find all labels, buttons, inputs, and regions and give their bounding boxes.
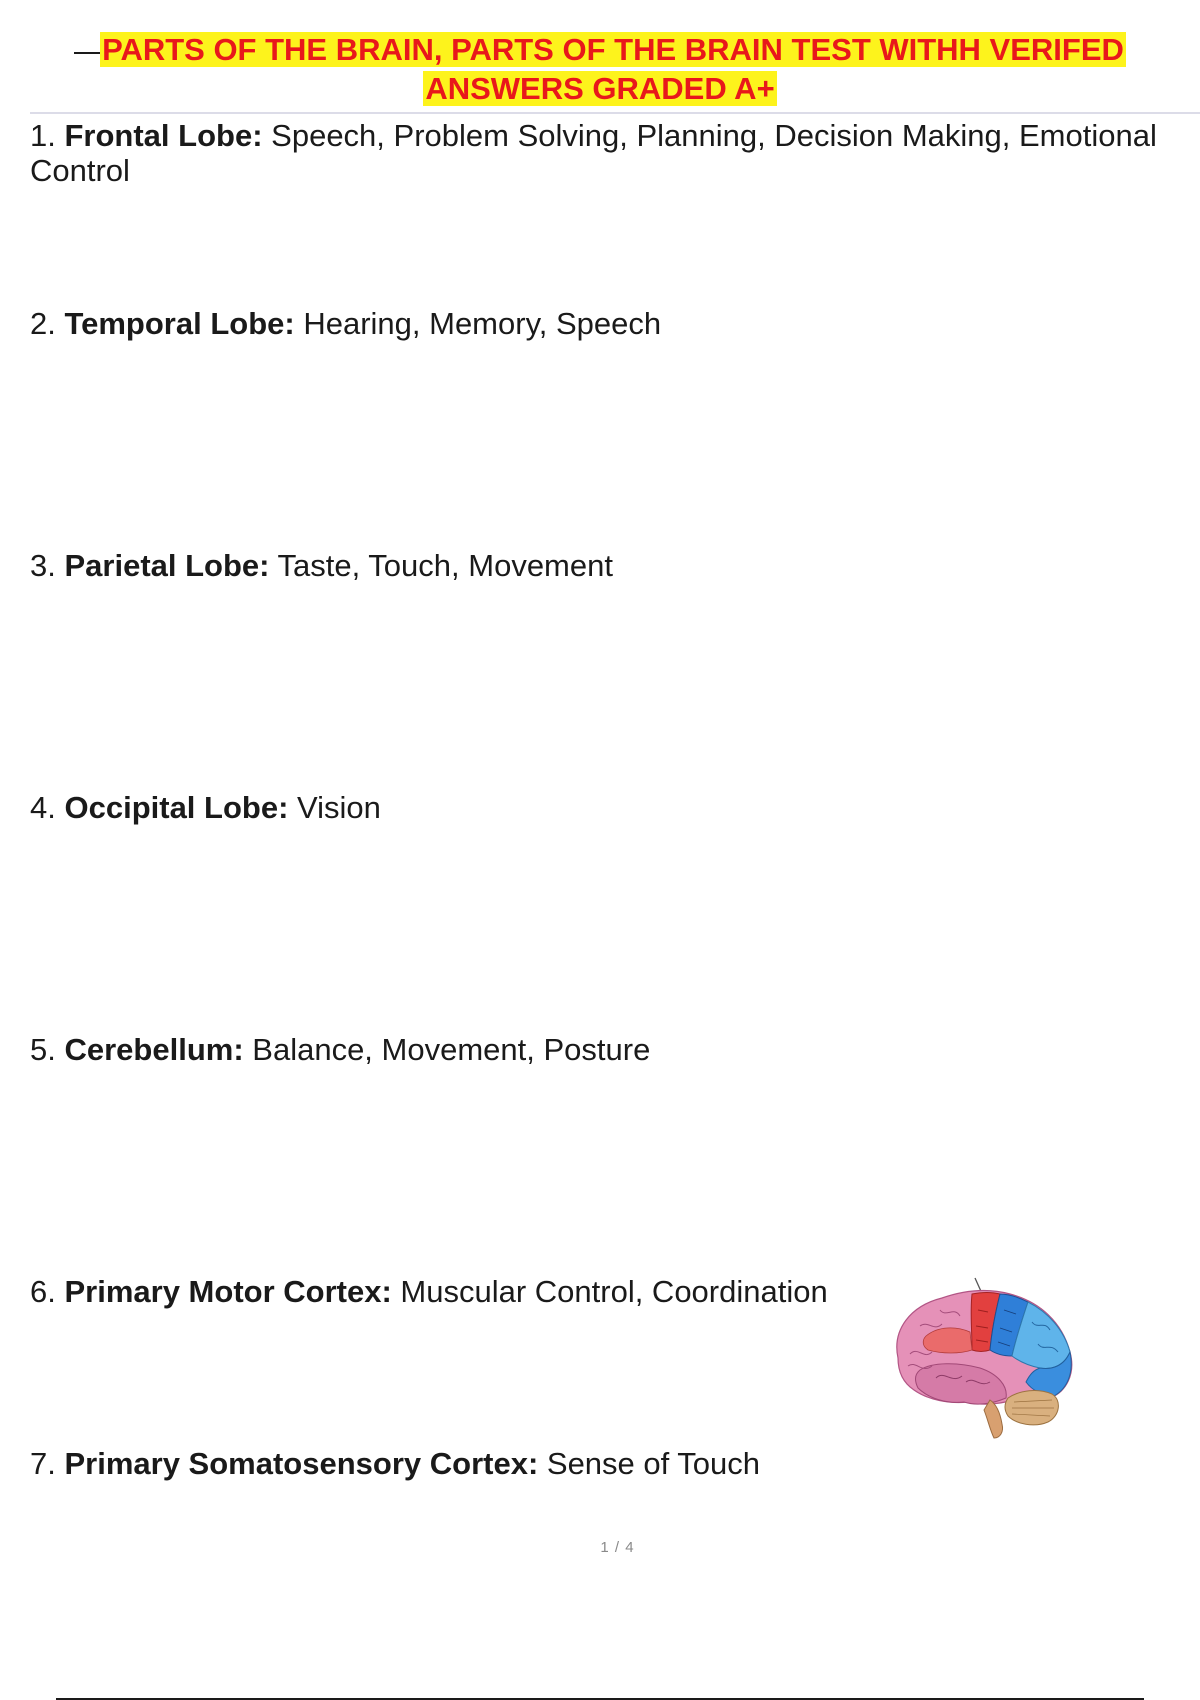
item-term: Temporal Lobe:	[64, 306, 295, 341]
item-term: Primary Motor Cortex:	[64, 1274, 392, 1309]
item-description: Muscular Control, Coordination	[400, 1274, 828, 1309]
title-line-1-text: PARTS OF THE BRAIN, PARTS OF THE BRAIN TEST WITHH VERIFED	[102, 32, 1124, 67]
item-number: 2.	[30, 306, 56, 341]
item-number: 1.	[30, 118, 56, 153]
item-term: Occipital Lobe:	[64, 790, 289, 825]
title-line-1	[30, 30, 1170, 69]
item-description: Hearing, Memory, Speech	[303, 306, 662, 341]
item-number: 7.	[30, 1446, 56, 1481]
item-description: Vision	[297, 790, 381, 825]
item-number: 6.	[30, 1274, 56, 1309]
list-item-occipital-lobe	[30, 790, 1200, 825]
item-term: Frontal Lobe:	[64, 118, 263, 153]
item-description: Taste, Touch, Movement	[277, 548, 613, 583]
list-item-cerebellum	[30, 1032, 1200, 1067]
item-number: 3.	[30, 548, 56, 583]
page-indicator: 1 / 4	[600, 1539, 635, 1556]
item-term: Primary Somatosensory Cortex:	[64, 1446, 539, 1481]
item-description: Speech, Problem Solving, Planning, Decision Making, Emotional Control	[30, 118, 1157, 188]
title-line-2-text: ANSWERS GRADED A+	[425, 71, 775, 106]
brain-diagram-icon	[880, 1270, 1080, 1450]
list-item-parietal-lobe	[30, 548, 1200, 583]
title-divider	[30, 112, 1200, 114]
title-line-2	[30, 69, 1170, 108]
item-term: Cerebellum:	[64, 1032, 244, 1067]
item-description: Balance, Movement, Posture	[252, 1032, 651, 1067]
title-dash	[74, 52, 102, 54]
item-term: Parietal Lobe:	[64, 548, 270, 583]
list-item-primary-somatosensory-cortex	[30, 1446, 1200, 1481]
list-item-frontal-lobe	[30, 118, 1200, 188]
list-item-temporal-lobe	[30, 306, 1200, 341]
document-title	[30, 30, 1170, 108]
item-number: 5.	[30, 1032, 56, 1067]
item-description: Sense of Touch	[546, 1446, 761, 1481]
item-number: 4.	[30, 790, 56, 825]
